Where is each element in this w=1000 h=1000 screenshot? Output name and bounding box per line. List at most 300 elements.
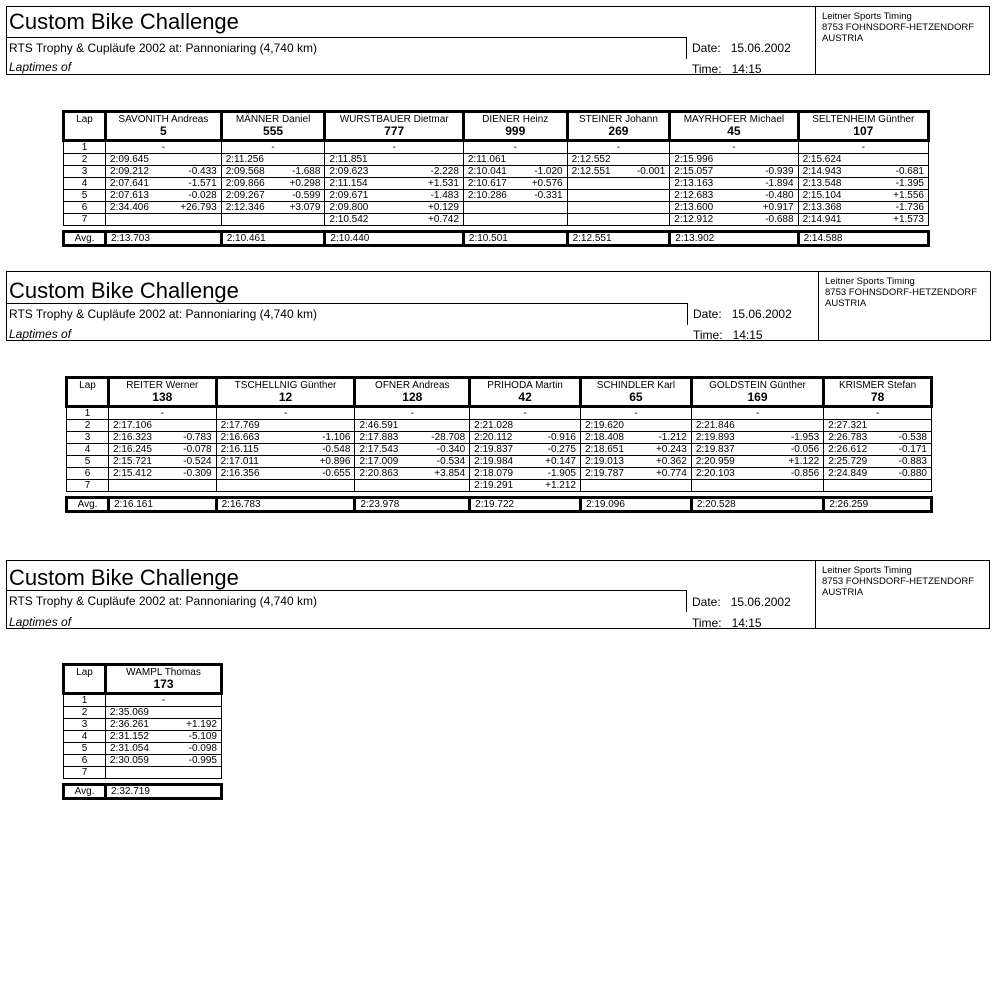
rider-header (106, 665, 222, 694)
lap-diff: -2.228 (401, 166, 464, 178)
average-row (67, 498, 932, 512)
lap-time: 2:19.984 (470, 456, 531, 468)
lap-time: 2:15.057 (670, 166, 740, 178)
rider-name: MÄNNER Daniel (235, 114, 311, 125)
lap-time: 2:15.624 (798, 154, 869, 166)
lap-diff: -1.905 (530, 468, 580, 480)
rider-header (798, 112, 928, 141)
lap-diff: -1.020 (520, 166, 567, 178)
rider-number: 128 (402, 390, 423, 404)
rider-name: DIENER Heinz (482, 114, 549, 125)
rider-header (691, 378, 823, 407)
lap-row (64, 154, 929, 166)
lap-diff: -0.340 (416, 444, 470, 456)
lap-time: 2:15.996 (670, 154, 740, 166)
lap-time: - (798, 141, 928, 154)
lap-time (463, 202, 520, 214)
lap-diff: +26.793 (165, 202, 221, 214)
organizer-name: Leitner Sports Timing (822, 565, 912, 576)
organizer-name: Leitner Sports Timing (822, 11, 912, 22)
average-time: 2:20.528 (691, 498, 823, 512)
lap-number: 6 (67, 468, 109, 480)
lap-time (221, 214, 278, 226)
lap-time (463, 214, 520, 226)
lap-diff: -0.688 (740, 214, 798, 226)
report-title: Custom Bike Challenge (9, 278, 239, 303)
lap-time: - (470, 407, 581, 420)
lap-diff: -0.331 (520, 190, 567, 202)
date-label: Date: (692, 595, 721, 609)
lap-diff (641, 480, 691, 492)
average-label: Avg. (67, 498, 109, 512)
average-time: 2:12.551 (567, 232, 670, 246)
report-header-3 (6, 560, 990, 629)
lap-diff (764, 420, 824, 432)
date-field (692, 594, 791, 610)
average-time: 2:16.783 (216, 498, 355, 512)
lap-number: 7 (67, 480, 109, 492)
lap-row (64, 166, 929, 178)
lap-diff: +0.576 (520, 178, 567, 190)
lap-time: - (221, 141, 325, 154)
rider-header (463, 112, 567, 141)
rider-name: STEINER Johann (578, 114, 658, 125)
lap-time: 2:10.542 (325, 214, 401, 226)
lap-diff (278, 154, 325, 166)
lap-time: 2:35.069 (106, 707, 169, 719)
lap-diff (292, 480, 355, 492)
lap-diff: +1.212 (530, 480, 580, 492)
laptimes-label: Laptimes of (9, 327, 72, 341)
lap-diff (520, 154, 567, 166)
rider-number: 269 (608, 124, 629, 138)
lap-time: 2:10.041 (463, 166, 520, 178)
lap-row (64, 178, 929, 190)
lap-time: 2:20.112 (470, 432, 531, 444)
lap-diff: -0.681 (869, 166, 928, 178)
lap-column-header: Lap (64, 112, 106, 141)
lap-number: 4 (64, 178, 106, 190)
lap-time: 2:26.783 (824, 432, 885, 444)
lap-diff: -1.736 (869, 202, 928, 214)
lap-time (580, 480, 641, 492)
lap-time: 2:36.261 (106, 719, 169, 731)
report-header-1 (6, 6, 990, 75)
rider-header (567, 112, 670, 141)
lap-diff: -0.856 (764, 468, 824, 480)
lap-diff: -28.708 (416, 432, 470, 444)
average-time: 2:26.259 (824, 498, 932, 512)
lap-diff: -1.106 (292, 432, 355, 444)
rider-header (580, 378, 691, 407)
lap-row (64, 755, 222, 767)
lap-diff (625, 178, 670, 190)
lap-row (64, 731, 222, 743)
lap-time: 2:19.620 (580, 420, 641, 432)
lap-diff (416, 420, 470, 432)
lap-time: 2:09.671 (325, 190, 401, 202)
date-value: 15.06.2002 (730, 595, 791, 609)
organizer-box (815, 561, 989, 628)
average-label: Avg. (64, 232, 106, 246)
lap-time: 2:12.683 (670, 190, 740, 202)
lap-number: 1 (67, 407, 109, 420)
lap-diff: -5.109 (169, 731, 222, 743)
time-label: Time: (692, 62, 722, 76)
lap-time: 2:34.406 (106, 202, 165, 214)
lap-diff (165, 214, 221, 226)
average-time: 2:10.501 (463, 232, 567, 246)
lap-time: 2:31.054 (106, 743, 169, 755)
lap-diff (169, 420, 216, 432)
time-field (693, 327, 763, 343)
lap-diff: +3.079 (278, 202, 325, 214)
lap-row (64, 707, 222, 719)
lap-time: 2:11.256 (221, 154, 278, 166)
lap-diff: -0.056 (764, 444, 824, 456)
organizer-address: 8753 FOHNSDORF-HETZENDORF (822, 22, 975, 33)
organizer-box (815, 7, 989, 74)
lap-time: 2:20.103 (691, 468, 763, 480)
lap-time: 2:15.412 (109, 468, 170, 480)
lap-diff: -1.571 (165, 178, 221, 190)
rider-number: 107 (853, 124, 874, 138)
header-row (64, 112, 929, 141)
average-time: 2:14.588 (798, 232, 928, 246)
lap-diff: -0.599 (278, 190, 325, 202)
lap-diff: +0.742 (401, 214, 464, 226)
lap-time: 2:17.769 (216, 420, 292, 432)
report-header-2 (6, 271, 991, 341)
lap-time: 2:19.013 (580, 456, 641, 468)
lap-number: 1 (64, 141, 106, 154)
date-field (693, 306, 792, 322)
lap-time: 2:09.267 (221, 190, 278, 202)
date-label: Date: (693, 307, 722, 321)
lap-time: 2:17.009 (355, 456, 416, 468)
lap-diff (169, 480, 216, 492)
rider-name: GOLDSTEIN Günther (709, 380, 806, 391)
date-value: 15.06.2002 (731, 307, 792, 321)
lap-time: 2:21.028 (470, 420, 531, 432)
lap-time: 2:46.591 (355, 420, 416, 432)
lap-diff (169, 707, 222, 719)
organizer-country: AUSTRIA (822, 33, 864, 44)
lap-row (67, 480, 932, 492)
lap-time: - (691, 407, 823, 420)
lap-diff: +0.129 (401, 202, 464, 214)
rider-number: 78 (870, 390, 885, 404)
lap-time: 2:17.011 (216, 456, 292, 468)
lap-time: - (580, 407, 691, 420)
lap-diff (625, 214, 670, 226)
rider-name: OFNER Andreas (375, 380, 450, 391)
lap-diff: -0.655 (292, 468, 355, 480)
lap-row (67, 456, 932, 468)
lap-time: 2:19.291 (470, 480, 531, 492)
lap-number: 7 (64, 767, 106, 779)
lap-column-header: Lap (64, 665, 106, 694)
lap-time: 2:27.321 (824, 420, 885, 432)
lap-time: 2:10.286 (463, 190, 520, 202)
lap-diff (641, 420, 691, 432)
lap-number: 2 (64, 154, 106, 166)
lap-time: - (109, 407, 217, 420)
event-line: RTS Trophy & Cupläufe 2002 at: Pannoniaring (4,740 km) (7, 37, 687, 59)
lap-number: 4 (67, 444, 109, 456)
lap-time: 2:14.943 (798, 166, 869, 178)
lap-diff (292, 420, 355, 432)
rider-header (221, 112, 325, 141)
average-time: 2:10.440 (325, 232, 463, 246)
average-time: 2:13.703 (106, 232, 222, 246)
lap-time: - (463, 141, 567, 154)
average-time: 2:16.161 (109, 498, 217, 512)
lap-row (64, 767, 222, 779)
lap-diff (869, 154, 928, 166)
lap-time (567, 214, 625, 226)
lap-row (64, 743, 222, 755)
rider-name: MAYRHOFER Michael (683, 114, 785, 125)
lap-time: 2:17.543 (355, 444, 416, 456)
rider-header (325, 112, 463, 141)
lap-diff: -0.098 (169, 743, 222, 755)
lap-time: - (325, 141, 463, 154)
lap-time: 2:16.245 (109, 444, 170, 456)
time-field (692, 615, 762, 631)
lap-time (106, 214, 165, 226)
lap-diff: -1.953 (764, 432, 824, 444)
lap-diff: +0.896 (292, 456, 355, 468)
lap-diff (625, 154, 670, 166)
lap-diff (278, 214, 325, 226)
average-label: Avg. (64, 785, 106, 799)
average-row (64, 785, 222, 799)
lap-number: 5 (67, 456, 109, 468)
lap-diff: -0.028 (165, 190, 221, 202)
lap-diff: -0.883 (884, 456, 931, 468)
lap-time: 2:11.851 (325, 154, 401, 166)
report-title: Custom Bike Challenge (9, 9, 239, 34)
lap-time: 2:20.863 (355, 468, 416, 480)
organizer-address: 8753 FOHNSDORF-HETZENDORF (825, 287, 978, 298)
lap-time (109, 480, 170, 492)
report-title: Custom Bike Challenge (9, 565, 239, 590)
lap-diff (884, 420, 931, 432)
rider-name: TSCHELLNIG Günther (234, 380, 337, 391)
lap-time: 2:09.866 (221, 178, 278, 190)
time-value: 14:15 (732, 328, 763, 342)
rider-number: 12 (278, 390, 293, 404)
lap-time: 2:17.883 (355, 432, 416, 444)
lap-diff (165, 154, 221, 166)
lap-diff: -0.171 (884, 444, 931, 456)
lap-diff: +0.362 (641, 456, 691, 468)
lap-number: 3 (64, 166, 106, 178)
lap-diff: +0.774 (641, 468, 691, 480)
lap-time: - (355, 407, 470, 420)
lap-time: 2:24.849 (824, 468, 885, 480)
lap-time (567, 178, 625, 190)
organizer-country: AUSTRIA (825, 298, 867, 309)
rider-number: 169 (747, 390, 768, 404)
lap-row (64, 141, 929, 154)
lap-time: 2:13.600 (670, 202, 740, 214)
lap-time: 2:09.212 (106, 166, 165, 178)
lap-diff: +3.854 (416, 468, 470, 480)
rider-header (670, 112, 798, 141)
lap-number: 1 (64, 694, 106, 707)
rider-header (109, 378, 217, 407)
event-line: RTS Trophy & Cupläufe 2002 at: Pannoniaring (4,740 km) (7, 590, 687, 612)
lap-time: 2:21.846 (691, 420, 763, 432)
rider-number: 138 (152, 390, 173, 404)
lap-time: 2:16.663 (216, 432, 292, 444)
lap-diff (520, 214, 567, 226)
lap-time: 2:18.651 (580, 444, 641, 456)
lap-number: 7 (64, 214, 106, 226)
lap-time (355, 480, 416, 492)
average-time: 2:32.719 (106, 785, 222, 799)
lap-time: 2:17.106 (109, 420, 170, 432)
lap-number: 4 (64, 731, 106, 743)
lap-diff: -1.688 (278, 166, 325, 178)
lap-diff: -0.548 (292, 444, 355, 456)
lap-time (567, 190, 625, 202)
rider-number: 173 (153, 677, 174, 691)
lap-diff: +1.122 (764, 456, 824, 468)
lap-time: 2:26.612 (824, 444, 885, 456)
lap-time: 2:20.959 (691, 456, 763, 468)
lap-time: - (567, 141, 670, 154)
lap-diff: -0.001 (625, 166, 670, 178)
lap-diff (740, 154, 798, 166)
lap-time: 2:11.061 (463, 154, 520, 166)
lap-row (64, 202, 929, 214)
lap-time: 2:12.551 (567, 166, 625, 178)
lap-number: 6 (64, 755, 106, 767)
lap-row (64, 190, 929, 202)
lap-time: 2:10.617 (463, 178, 520, 190)
lap-time: 2:15.104 (798, 190, 869, 202)
lap-row (67, 468, 932, 480)
lap-diff: -0.995 (169, 755, 222, 767)
lap-diff: -0.078 (169, 444, 216, 456)
lap-diff (764, 480, 824, 492)
rider-number: 65 (629, 390, 643, 404)
lap-number: 5 (64, 190, 106, 202)
lap-diff: -0.524 (169, 456, 216, 468)
lap-time: 2:13.368 (798, 202, 869, 214)
rider-number: 999 (505, 124, 526, 138)
lap-diff (884, 480, 931, 492)
rider-name: WURSTBAUER Dietmar (339, 114, 449, 125)
lap-number: 3 (67, 432, 109, 444)
lap-diff: +0.243 (641, 444, 691, 456)
lap-diff: +1.573 (869, 214, 928, 226)
rider-name: SCHINDLER Karl (596, 380, 676, 391)
rider-name: SELTENHEIM Günther (812, 114, 915, 125)
lap-row (67, 420, 932, 432)
lap-time: 2:19.837 (470, 444, 531, 456)
lap-time: 2:19.893 (691, 432, 763, 444)
lap-time: 2:16.356 (216, 468, 292, 480)
rider-number: 555 (263, 124, 284, 138)
lap-time (824, 480, 885, 492)
average-row (64, 232, 929, 246)
lap-time: - (216, 407, 355, 420)
lap-diff: +0.917 (740, 202, 798, 214)
average-time: 2:19.096 (580, 498, 691, 512)
rider-number: 777 (384, 124, 405, 138)
date-field (692, 40, 791, 56)
lap-diff: -0.534 (416, 456, 470, 468)
lap-diff (169, 767, 222, 779)
lap-time: 2:09.800 (325, 202, 401, 214)
event-line: RTS Trophy & Cupläufe 2002 at: Pannoniaring (4,740 km) (7, 303, 688, 325)
lap-time: 2:12.912 (670, 214, 740, 226)
laptimes-label: Laptimes of (9, 60, 72, 74)
rider-name: KRISMER Stefan (838, 380, 917, 391)
lap-diff: +1.192 (169, 719, 222, 731)
lap-diff: -0.916 (530, 432, 580, 444)
lap-number: 5 (64, 743, 106, 755)
lap-time: 2:13.548 (798, 178, 869, 190)
lap-diff (625, 190, 670, 202)
rider-number: 42 (518, 390, 532, 404)
laptime-table-1 (62, 110, 930, 247)
lap-time: 2:18.408 (580, 432, 641, 444)
lap-time: 2:30.059 (106, 755, 169, 767)
lap-time: 2:09.568 (221, 166, 278, 178)
lap-diff (530, 420, 580, 432)
lap-time: 2:07.613 (106, 190, 165, 202)
lap-diff (416, 480, 470, 492)
time-label: Time: (692, 616, 722, 630)
rider-header (470, 378, 581, 407)
rider-header (106, 112, 222, 141)
lap-time: - (670, 141, 798, 154)
time-value: 14:15 (731, 616, 762, 630)
lap-diff: +1.531 (401, 178, 464, 190)
lap-time: 2:09.623 (325, 166, 401, 178)
lap-diff: +0.298 (278, 178, 325, 190)
header-row (64, 665, 222, 694)
lap-row (67, 432, 932, 444)
time-value: 14:15 (731, 62, 762, 76)
lap-time: 2:16.323 (109, 432, 170, 444)
lap-time (216, 480, 292, 492)
lap-diff: -0.783 (169, 432, 216, 444)
average-time: 2:10.461 (221, 232, 325, 246)
rider-name: SAVONITH Andreas (118, 114, 209, 125)
date-value: 15.06.2002 (730, 41, 791, 55)
average-time: 2:13.902 (670, 232, 798, 246)
lap-time: 2:13.163 (670, 178, 740, 190)
organizer-address: 8753 FOHNSDORF-HETZENDORF (822, 576, 975, 587)
lap-row (67, 444, 932, 456)
lap-row (64, 214, 929, 226)
laptime-table-3 (62, 663, 223, 800)
lap-time: 2:15.721 (109, 456, 170, 468)
lap-time: 2:19.787 (580, 468, 641, 480)
lap-diff (520, 202, 567, 214)
rider-header (355, 378, 470, 407)
lap-number: 3 (64, 719, 106, 731)
lap-row (64, 719, 222, 731)
lap-diff: -0.309 (169, 468, 216, 480)
lap-time: 2:18.079 (470, 468, 531, 480)
